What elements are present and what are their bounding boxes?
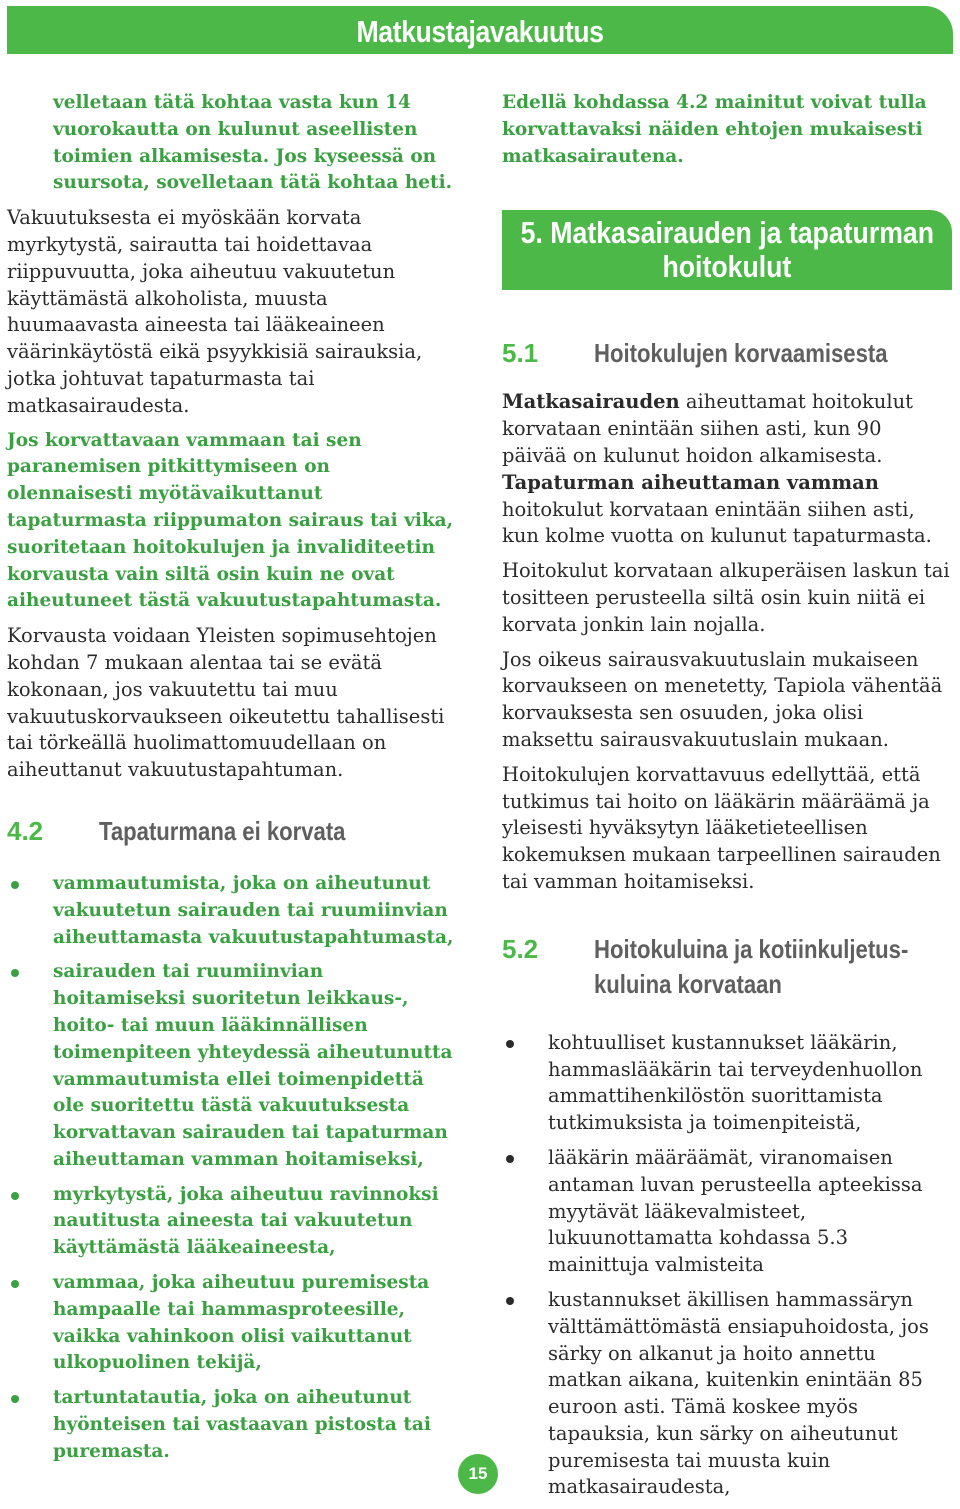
section-4-2-heading — [7, 814, 457, 849]
covered-costs-list — [502, 1030, 952, 1502]
list-item: kustannukset äkillisen hammassäryn välttämättömästä ensiapuhoidosta, jos särky on alkanut ja hoito annettu matkan aikana, kuitenkin enintään 85 euroon asti. Tämä koskee myös tapauksia, kun särky on aiheutunut puremisesta tai muusta kuin matkasairaudesta, — [502, 1287, 952, 1501]
section-number: 5.2 — [502, 933, 539, 964]
intro-paragraph: Edellä kohdassa 4.2 mainitut voivat tulla korvattavaksi näiden ehtojen mukaisesti matkasairautena. — [502, 92, 927, 167]
paragraph-text: aiheuttamat hoitokulut korvataan enintään siihen asti, kun 90 päivää on kulunut hoidon alkamisesta. — [502, 390, 913, 467]
section-title: Hoitokulujen korvaamisesta — [594, 338, 888, 369]
list-item: vammaa, joka aiheutuu puremisesta hampaalle tai hammasproteesille, vaikka vahinkoon olisi vaikuttanut ulkopuolinen tekijä, — [7, 1270, 457, 1377]
coverage-duration-paragraph — [502, 389, 952, 550]
section-title-line-1: Hoitokuluina ja kotiinkuljetus- — [594, 933, 909, 964]
list-item: lääkärin määräämät, viranomaisen antaman luvan perusteella apteekissa myytävät lääkevalmisteet, lukuunottamatta kohdassa 5.3 mainittuja valmisteita — [502, 1145, 952, 1279]
invoice-paragraph: Hoitokulut korvataan alkuperäisen laskun tai tositteen perusteella siltä osin kuin niitä ei korvata jonkin lain nojalla. — [502, 559, 950, 636]
page-title: Matkustajavakuutus — [356, 14, 604, 49]
section-number: 4.2 — [7, 815, 44, 846]
continued-paragraph: velletaan tätä kohtaa vasta kun 14 vuorokautta on kulunut aseellisten toimien alkamisesta. Jos kyseessä on suursota, sovelletaan tätä kohtaa heti. — [53, 92, 453, 194]
left-column — [7, 90, 457, 1474]
reduction-paragraph: Korvausta voidaan Yleisten sopimusehtojen kohdan 7 mukaan alentaa tai se evätä kokonaan, jos vakuutettu tai muu vakuutuskorvaukseen oikeutettu tahallisesti tai törkeällä huolimattomuudellaan on aiheuttanut vakuutustapahtuman. — [7, 624, 445, 782]
right-column — [502, 90, 952, 1509]
requirement-paragraph: Hoitokulujen korvattavuus edellyttää, että tutkimus tai hoito on lääkärin määräämä ja yleisesti hyväksytyn lääketieteellisen kokemuksen mukaan tarpeellinen sairauden tai vamman hoitamiseksi. — [502, 762, 941, 893]
bold-term: Matkasairauden — [502, 390, 680, 414]
list-item: sairauden tai ruumiinvian hoitamiseksi suoritetun leikkaus-, hoito- tai muun lääkinnällisen toimenpiteen yhteydessä aiheutunutta vammautumista ellei toimenpidettä ole suoritettu tästä vakuutuksesta korvattavan sairauden tai tapaturman aiheuttaman vamman hoitamiseksi, — [7, 959, 457, 1173]
deduction-paragraph: Jos oikeus sairausvakuutuslain mukaiseen korvaukseen on menetetty, Tapiola vähentää korvauksesta sen osuuden, joka olisi maksettu sairausvakuutuslain mukaan. — [502, 647, 943, 751]
section-5-2-heading — [502, 932, 952, 1002]
not-covered-list — [7, 871, 457, 1466]
section-5-banner — [502, 210, 952, 290]
contributing-factor-paragraph: Jos korvattavaan vammaan tai sen paranemisen pitkittymiseen on olennaisesti myötävaikuttanut tapaturmasta riippumaton sairaus tai vika, suoritetaan hoitokulujen ja invaliditeetin korvausta vain siltä osin kuin ne ovat aiheutuneet tästä vakuutustapahtumasta. — [7, 429, 454, 612]
banner-line-2: hoitokulut — [662, 249, 792, 285]
section-title: Tapaturmana ei korvata — [99, 815, 346, 846]
banner-line-1: 5. Matkasairauden ja tapaturman — [520, 215, 934, 251]
section-number: 5.1 — [502, 338, 539, 369]
list-item: vammautumista, joka on aiheutunut vakuutetun sairauden tai ruumiinvian aiheuttamasta vakuutustapahtumasta, — [7, 871, 457, 951]
list-item: tartuntatautia, joka on aiheutunut hyönteisen tai vastaavan pistosta tai puremasta. — [7, 1385, 457, 1465]
header-bar — [7, 6, 953, 54]
list-item: myrkytystä, joka aiheutuu ravinnoksi nautitusta aineesta tai vakuutetun käyttämästä lääkeaineesta, — [7, 1182, 457, 1262]
section-5-1-heading — [502, 336, 952, 371]
exclusion-paragraph: Vakuutuksesta ei myöskään korvata myrkytystä, sairautta tai hoidettavaa riippuvuutta, joka aiheutuu vakuutetun käyttämästä alkoholista, muusta huumaavasta aineesta tai lääkeaineen väärinkäytöstä eikä psyykkisiä sairauksia, jotka johtuvat tapaturmasta tai matkasairaudesta. — [7, 206, 423, 417]
list-item: kohtuulliset kustannukset lääkärin, hammaslääkärin tai terveydenhuollon ammattihenkilöstön suorittamista tutkimuksista ja toimenpiteistä, — [502, 1030, 952, 1137]
page-number-badge: 15 — [458, 1454, 498, 1494]
paragraph-text: hoitokulut korvataan enintään siihen asti, kun kolme vuotta on kulunut tapaturmasta. — [502, 497, 932, 548]
section-title-line-2: kuluina korvataan — [594, 968, 782, 999]
bold-term: Tapaturman aiheuttaman vamman — [502, 470, 879, 494]
